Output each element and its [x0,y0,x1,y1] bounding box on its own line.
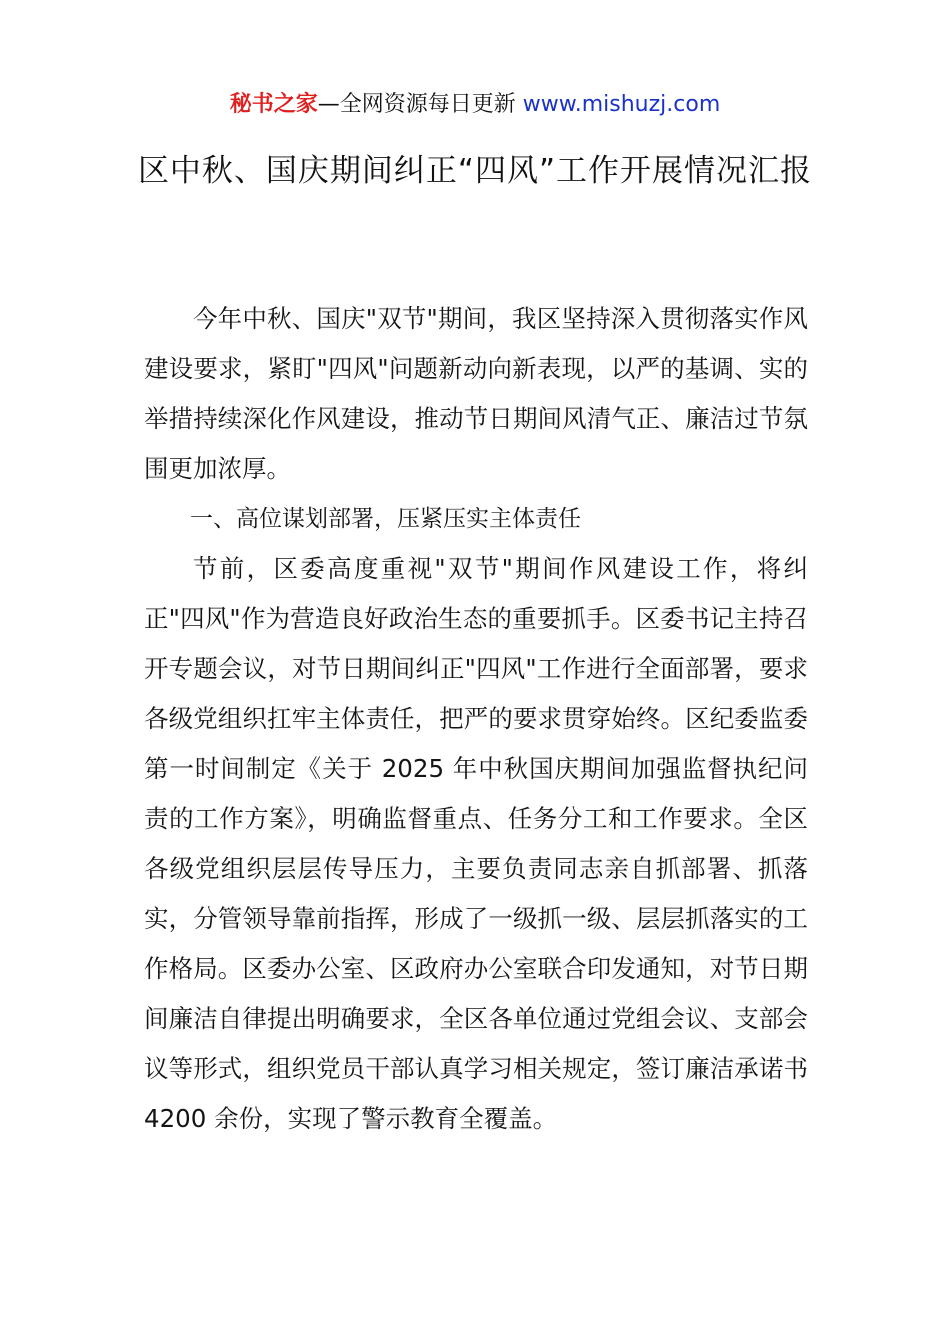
site-brand-name: 秘书之家 [229,92,318,117]
section-heading-1: 一、高位谋划部署，压紧压实主体责任 [190,506,581,532]
document-title: 区中秋、国庆期间纠正“四风”工作开展情况汇报 [137,153,813,189]
document-body [144,294,808,1144]
section-1-paragraph: 节前，区委高度重视"双节"期间作风建设工作，将纠正"四风"作为营造良好政治生态的重要抓手。区委书记主持召开专题会议，对节日期间纠正"四风"工作进行全面部署，要求各级党组织扛牢主体责任，把严的要求贯穿始终。区纪委监委第一时间制定《关于 2025 年中秋国庆期间加强监督执纪问责的工作方案》，明确监督重点、任务分工和工作要求。全区各级党组织层层传导压力，主要负责同志亲自抓部署、抓落实，分管领导靠前指挥，形成了一级抓一级、层层抓落实的工作格局。区委办公室、区政府办公室联合印发通知，对节日期间廉洁自律提出明确要求，全区各单位通过党组会议、支部会议等形式，组织党员干部认真学习相关规定，签订廉洁承诺书 4200 余份，实现了警示教育全覆盖。 [144,554,808,1133]
intro-paragraph: 今年中秋、国庆"双节"期间，我区坚持深入贯彻落实作风建设要求，紧盯"四风"问题新动向新表现，以严的基调、实的举措持续深化作风建设，推动节日期间风清气正、廉洁过节氛围更加浓厚。 [144,304,808,483]
site-url-link[interactable]: www.mishuzj.com [522,92,721,117]
site-banner [0,88,950,122]
site-slogan: —全网资源每日更新 [317,92,516,117]
